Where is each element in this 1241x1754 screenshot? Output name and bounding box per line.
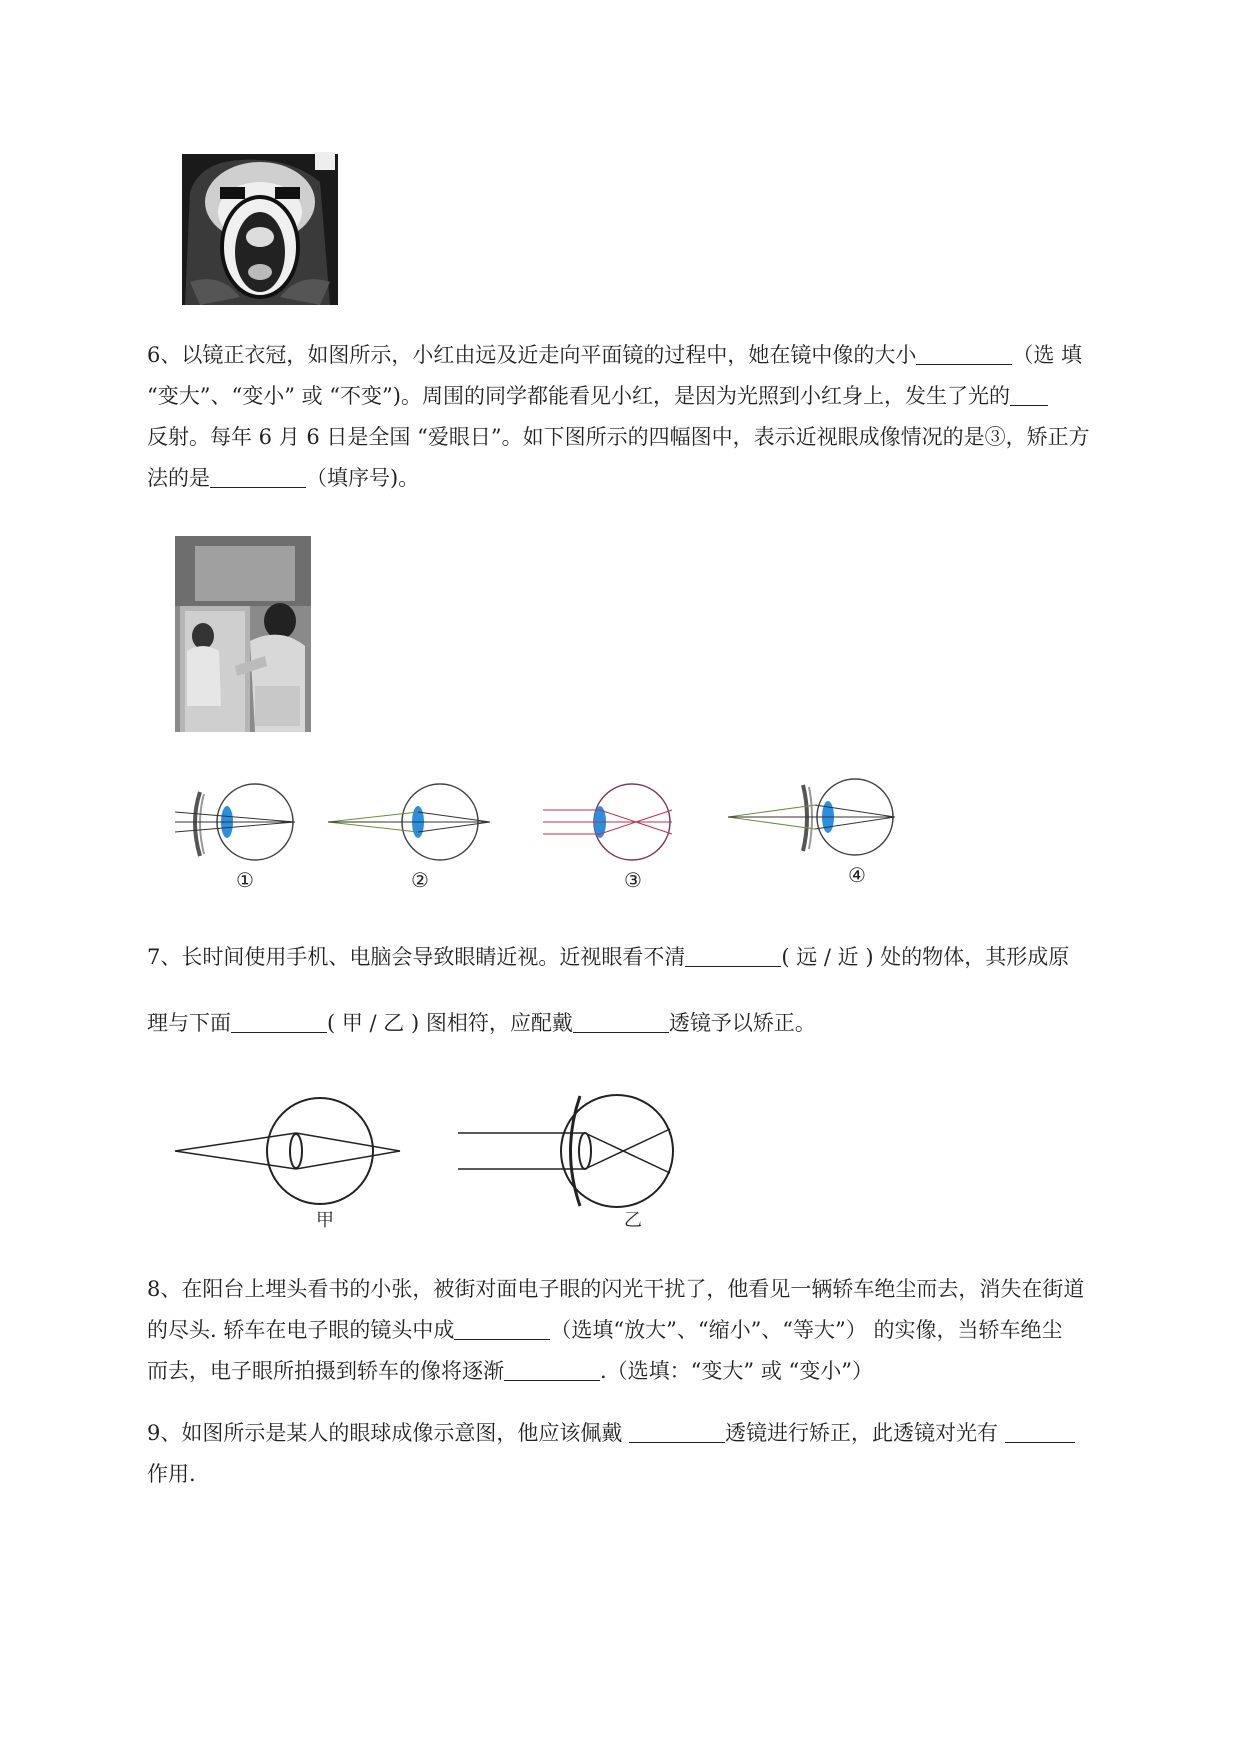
- q6-blank-2[interactable]: [1010, 385, 1048, 406]
- q7-blank-2[interactable]: [231, 1012, 327, 1033]
- q6-blank-3[interactable]: [210, 467, 306, 488]
- q6-line-4: 法的是 （填序号)。: [147, 466, 420, 490]
- jia-label: 甲: [316, 1210, 334, 1231]
- q6-line-1: 6、以镜正衣冠，如图所示，小红由远及近走向平面镜的过程中，她在镜中像的大小 （选 填: [147, 343, 1083, 367]
- eye-diagram-yi: [455, 1093, 680, 1213]
- q6-line-2: “变大”、“变小” 或 “不变”)。周围的同学都能看见小红，是因为光照到小红身上，发生了光的: [147, 383, 1157, 410]
- eye-label-2: ②: [411, 868, 429, 892]
- face-photo: [180, 152, 340, 307]
- q8-line-2: 的尽头. 轿车在电子眼的镜头中成 （选填“放大”、“缩小”、“等大”） 的实像，当轿车绝尘: [147, 1318, 1063, 1342]
- q8-line-3: 而去，电子眼所拍摄到轿车的像将逐渐 .（选填：“变大” 或 “变小”）: [147, 1359, 873, 1383]
- mirror-photo: [175, 536, 311, 732]
- q9-blank-2[interactable]: [1005, 1422, 1075, 1443]
- q6-line-3: 反射。每年 6 月 6 日是全国 “爱眼日”。如下图所示的四幅图中，表示近视眼成像情况的是③，矫正方: [147, 425, 1090, 449]
- eye-diagram-jia: [172, 1095, 407, 1210]
- eye-diagram-2: [325, 782, 495, 862]
- q7-blank-3[interactable]: [573, 1012, 669, 1033]
- q9-line-1: 9、如图所示是某人的眼球成像示意图，他应该佩戴 透镜进行矫正，此透镜对光有: [147, 1420, 1157, 1447]
- eye-label-3: ③: [624, 868, 642, 892]
- eye-diagram-4: [725, 775, 905, 860]
- q9-line-2: 作用.: [147, 1462, 196, 1486]
- q8-blank-1[interactable]: [454, 1319, 550, 1340]
- q7-line-1: 7、长时间使用手机、电脑会导致眼睛近视。近视眼看不清 ( 远 / 近 ) 处的物体，其形成原: [147, 945, 1070, 969]
- q6-blank-1[interactable]: [916, 344, 1012, 365]
- q8-line-1: 8、在阳台上埋头看书的小张，被街对面电子眼的闪光干扰了，他看见一辆轿车绝尘而去，消失在街道: [147, 1277, 1085, 1301]
- q8-blank-2[interactable]: [504, 1360, 600, 1381]
- q7-line-2: 理与下面 ( 甲 / 乙 ) 图相符，应配戴 透镜予以矫正。: [147, 1011, 816, 1035]
- eye-label-4: ④: [848, 863, 866, 887]
- yi-label: 乙: [624, 1210, 642, 1231]
- eye-label-1: ①: [236, 868, 254, 892]
- q7-blank-1[interactable]: [685, 946, 781, 967]
- eye-diagram-1: [170, 782, 300, 862]
- eye-diagram-3: [540, 782, 680, 862]
- q9-blank-1[interactable]: [629, 1422, 725, 1443]
